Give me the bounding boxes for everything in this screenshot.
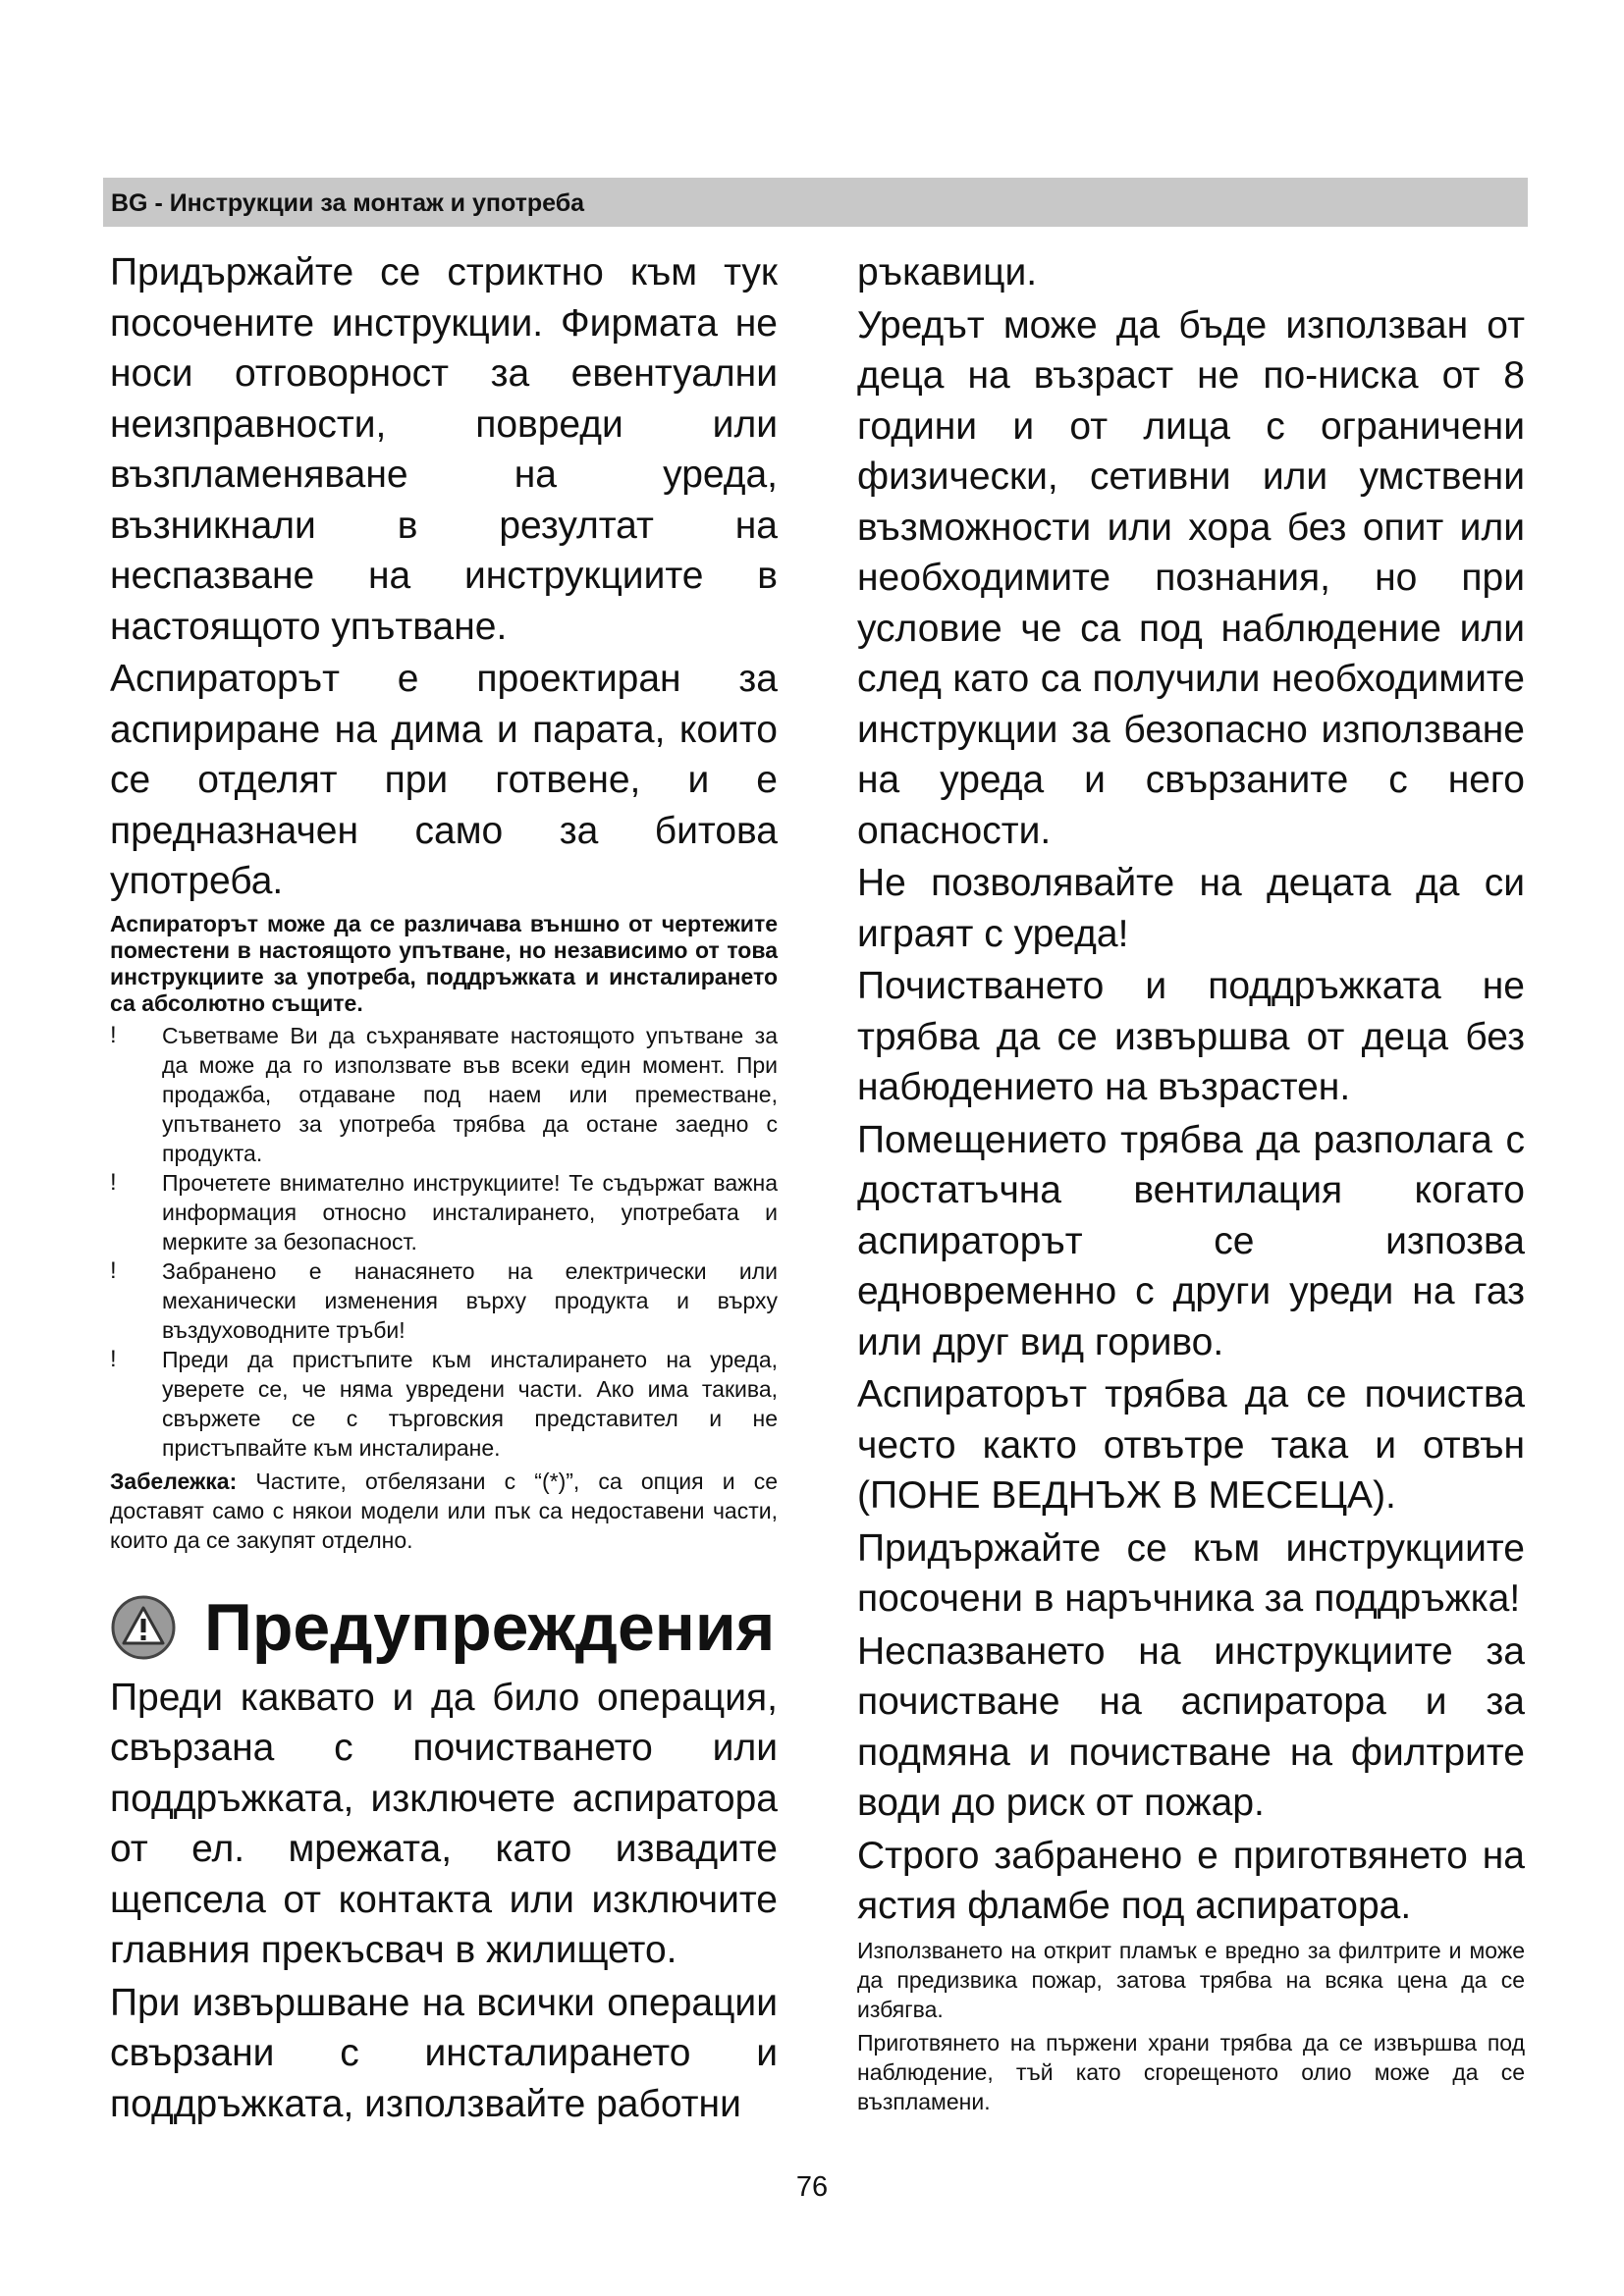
right-small-1: Използването на открит пламък е вредно за филтрите и може да предизвика пожар, затова трябва на всяка цена да се избягва. [857,1937,1525,2022]
right-column [857,247,1525,2116]
bullet-mark: ! [110,1256,117,1284]
intro-paragraph-2: Аспираторът е проектиран за аспириране на дима и парата, които се отделят при готвене, и е предназначен само за битова употреба. [110,658,778,902]
warning-paragraph-2: При извършване на всички операции свързани с инсталирането и поддръжката, използвайте работни [110,1981,778,2125]
bullet-mark: ! [110,1021,117,1048]
instruction-bullets [110,1021,778,1463]
right-small-2: Приготвянето на пържени храни трябва да се извършва под наблюдение, тъй като сгорещеното олио може да се възпламени. [857,2029,1525,2114]
right-paragraph-3: Не позволявайте на децата да си играят с уреда! [857,862,1525,955]
bullet-item [110,1168,778,1256]
bullet-mark: ! [110,1168,117,1196]
right-paragraph-4: Почистването и поддръжката не трябва да се извършва от деца без набюдението на възрастен. [857,965,1525,1108]
bullet-text: Прочетете внимателно инструкциите! Те съдържат важна информация относно инсталирането, употребата и мерките за безопасност. [162,1169,778,1255]
right-paragraph-8: Неспазването на инструкциите за почистване на аспиратора и за подмяна и почистване на филтрите води до риск от пожар. [857,1629,1525,1824]
left-column [110,247,778,2129]
drawing-note: Аспираторът може да се различава външно от чертежите поместени в настоящото упътване, но независимо от това инструкциите за употреба, поддръжката и инсталирането са абсолютно същите. [110,910,778,1016]
right-paragraph-5: Помещението трябва да разполага с достатъчна вентилация когато аспираторът се изпозва едновременно с други уреди на газ или друг вид гориво. [857,1118,1525,1363]
remark-text: Частите, отбелязани с “(*)”, са опция и се доставят само с някои модели или пък са недоставени части, които да се закупят отделно. [110,1468,778,1553]
warnings-title: Предупреждения [204,1589,776,1665]
bullet-item [110,1021,778,1168]
page-number: 76 [795,2171,829,2203]
right-paragraph-9: Строго забранено е приготвянето на ястия фламбе под аспиратора. [857,1834,1525,1927]
warnings-heading [110,1588,778,1667]
bullet-text: Забранено е нанасянето на електрически или механически изменения върху продукта и върху въздуховодните тръби! [162,1257,778,1343]
bullet-item [110,1345,778,1463]
right-paragraph-7: Придържайте се към инструкциите посочени в наръчника за поддръжка! [857,1526,1525,1620]
warning-triangle-icon [110,1594,177,1661]
bullet-text: Преди да пристъпите към инсталирането на уреда, уверете се, че няма увредени части. Ако има такива, свържете се с търговския представител и не пристъпвайте към инсталиране. [162,1346,778,1461]
bullet-text: Съветваме Ви да съхранявате настоящото упътване за да може да го използвате във всеки един момент. При продажба, отдаване под наем или преместване, упътването за употреба трябва да остане заедно с продукта. [162,1022,778,1166]
right-paragraph-6: Аспираторът трябва да се почиства често както отвътре така и отвън (ПОНЕ ВЕДНЪЖ В МЕСЕЦА). [857,1373,1525,1517]
warning-paragraph-1: Преди каквато и да било операция, свързана с почистването или поддръжката, изключете аспиратора от ел. мрежата, като извадите щепсела от контакта или изключите главния прекъсвач в жилището. [110,1676,778,1971]
header-title: BG - Инструкции за монтаж и употреба [111,189,585,217]
remark-label: Забележка: [110,1468,238,1494]
right-paragraph-1: ръкавици. [857,251,1038,294]
bullet-item [110,1256,778,1345]
bullet-mark: ! [110,1345,117,1372]
right-paragraph-2: Уредът може да бъде използван от деца на възраст не по-ниска от 8 години и от лица с ограничени физически, сетивни или умствени възможности или хора без опит или необходимите познания, но при условие че са под наблюдение или след като са получили необходимите инструкции за безопасно използване на уреда и свързаните с него опасности. [857,303,1525,852]
remark [110,1467,778,1555]
intro-paragraph-1: Придържайте се стриктно към тук посочените инструкции. Фирмата не носи отговорност за евентуални неизправности, повреди или възпламеняване на уреда, възникнали в резултат на неспазване на инструкциите в настоящото упътване. [110,251,778,648]
header-bar [103,178,1528,227]
